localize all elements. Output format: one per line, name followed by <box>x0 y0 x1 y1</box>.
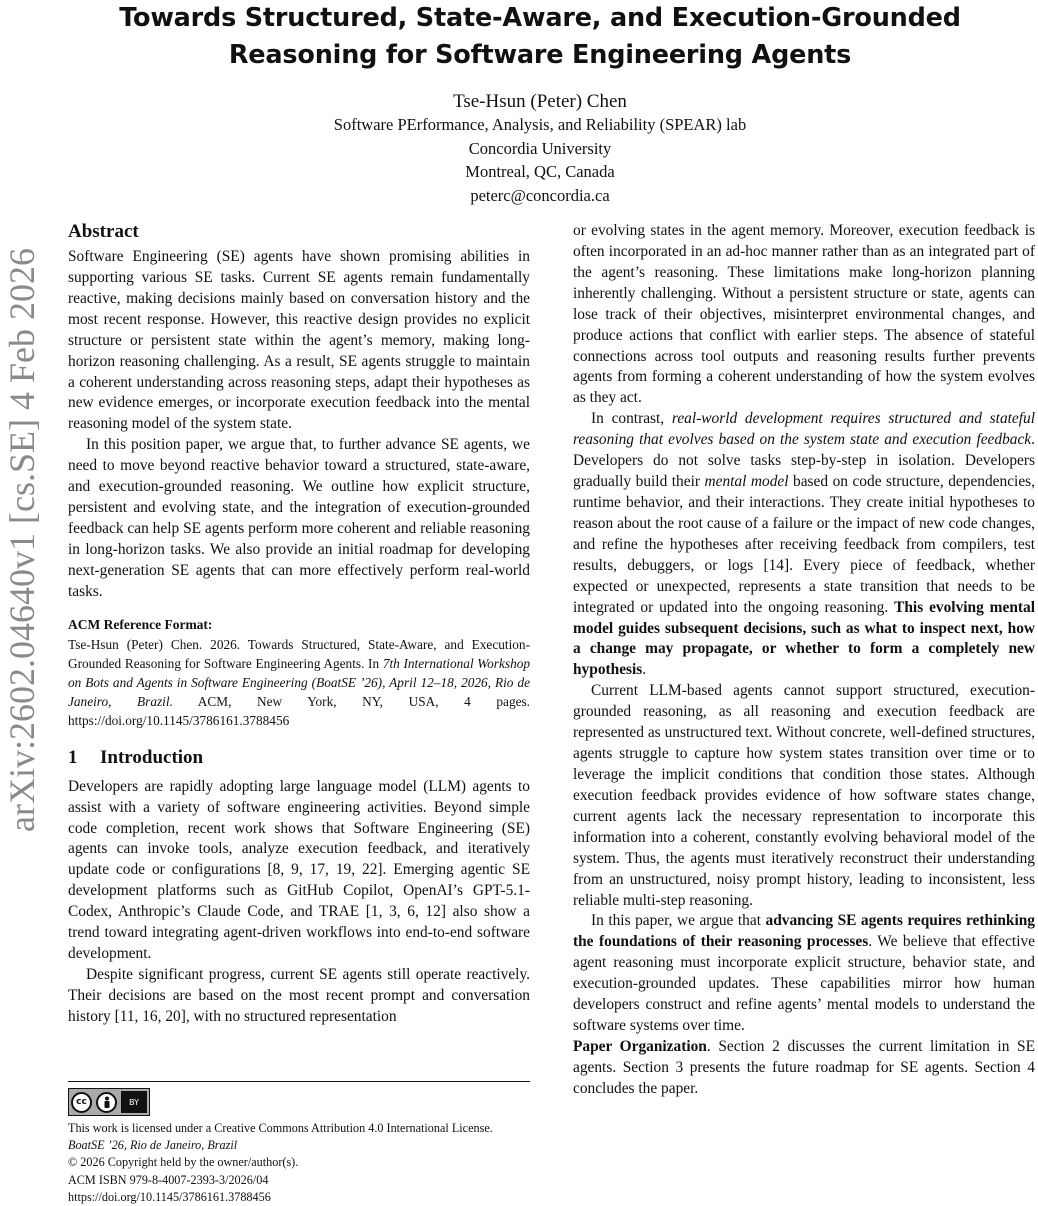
right-paragraph-5 <box>573 1037 1035 1100</box>
p2-segment-a: In contrast, <box>591 410 672 428</box>
paper-organization-text: . Section 2 discusses the current limitation in SE agents. Section 3 presents the future roadmap for SE agents. Section 4 concludes the paper. <box>573 1037 1035 1097</box>
section-number: 1 <box>68 746 78 768</box>
by-label: BY <box>129 1097 139 1107</box>
footer-isbn: ACM ISBN 979-8-4007-2393-3/2026/04 <box>68 1172 269 1187</box>
section-title: Introduction <box>100 746 204 768</box>
p4-segment-a: In this paper, we argue that <box>591 912 766 930</box>
paper-header <box>60 0 1020 207</box>
right-paragraph-3: Current LLM-based agents cannot support structured, execution-grounded reasoning, as all reasoning and execution feedback are represented as unstructured text. Without concrete, well-defined structures, agents struggle to capture how system states transition over time or to leverage the implicit conditions that condition those states. Although execution feedback provides evidence of how software states change, current agents lack the necessary representation to incorporate this information into a coherent, constantly evolving behavioral model of the system. Thus, the agents must iteratively reconstruct their understanding from an unstructured, noisy prompt history, leading to inconsistent, less reliable multi-step reasoning. <box>573 682 1035 909</box>
cc-icon <box>71 1092 92 1113</box>
license-footer <box>68 1081 530 1206</box>
p2-bold-evolving-model: This evolving mental model guides subsequent decisions, such as what to inspect next, how a change may propagate, or whether to form a completely new hypothesis <box>573 598 1035 679</box>
left-column <box>68 222 530 1028</box>
p2-segment-g: . <box>642 661 647 679</box>
acm-reference-text <box>68 635 530 730</box>
acm-reference-publisher: ACM, New York, NY, USA, 4 pages. https://doi.org/10.1145/3786161.3788456 <box>68 693 531 728</box>
p2-segment-e: based on code structure, dependencies, runtime behavior, and their interactions. They create initial hypotheses to reason about the root cause of a failure or the impact of new code changes, and refine the hypotheses after receiving feedback from compilers, test results, debuggers, or logs [14]. Every piece of feedback, whether expected or unexpected, represents a state transition that needs to be integrated or updated into the ongoing reasoning. <box>573 473 1035 616</box>
p2-emphasis-real-world: real-world development requires structured and stateful reasoning that evolves based on the system state and execution feedback <box>573 410 1035 449</box>
right-column <box>573 221 1035 1100</box>
p4-segment-c: . We believe that effective agent reasoning must incorporate explicit structure, behavior state, and execution-grounded updates. These capabilities mirror how human developers construct and refine agents’ mental models to understand the software systems over time. <box>573 933 1035 1035</box>
author-location: Montreal, QC, Canada <box>465 162 615 181</box>
acm-reference-authors: Tse-Hsun (Peter) Chen. 2026. Towards Structured, State-Aware, and Execution-Grounded Reasoning for Software Engineering Agents. In <box>68 636 530 671</box>
p2-segment-c: . Developers do not solve tasks step-by-step in isolation. Developers gradually build their <box>573 431 1035 491</box>
cc-by-license-badge[interactable] <box>68 1088 150 1116</box>
author-university: Concordia University <box>468 138 612 158</box>
abstract-paragraph-2: In this position paper, we argue that, to further advance SE agents, we need to move beyond reactive behavior toward a structured, state-aware, and execution-grounded reasoning. We outline how explicit structure, persistent and evolving state, and the integration of execution-grounded feedback can help SE agents perform more coherent and reliable reasoning in long-horizon tasks. We also provide an initial roadmap for developing next-generation SE agents that can more effectively perform real-world tasks. <box>68 436 530 600</box>
p4-bold-claim: advancing SE agents requires rethinking the foundations of their reasoning processes <box>573 912 1036 951</box>
license-statement: This work is licensed under a Creative Commons Attribution 4.0 International License. <box>68 1121 493 1135</box>
footer-divider <box>68 1081 530 1082</box>
author-name: Tse-Hsun (Peter) Chen <box>453 91 627 112</box>
author-email: peterc@concordia.ca <box>470 185 610 205</box>
by-label-box <box>121 1091 147 1113</box>
intro-paragraph-1: Developers are rapidly adopting large language model (LLM) agents to assist with a variety of software engineering activities. Beyond simple code completion, recent work shows that Software Engineering (SE) agents can invoke tools, analyze execution feedback, and iteratively update code or configurations [8, 9, 17, 19, 22]. Emerging agentic SE development platforms such as GitHub Copilot, OpenAI’s GPT-5.1-Codex, Anthropic’s Claude Code, and TRAE [1, 3, 6, 12] also show a trend toward integrating agent-driven workflows into end-to-end software development. <box>68 777 530 963</box>
title-line-1: Towards Structured, State-Aware, and Execution-Grounded <box>119 3 961 33</box>
p2-emphasis-mental-model: mental model <box>704 473 789 491</box>
cc-icon-label: cc <box>76 1097 87 1107</box>
acm-reference-venue: 7th International Workshop on Bots and Agents in Software Engineering (BoatSE ’26), April 12–18, 2026, Rio de Janeiro, Brazil. <box>68 655 531 709</box>
title-line-2: Reasoning for Software Engineering Agents <box>228 40 852 70</box>
attribution-person-icon <box>96 1092 117 1113</box>
author-affiliation: Software PErformance, Analysis, and Reliability (SPEAR) lab <box>333 115 747 134</box>
right-paragraph-1: or evolving states in the agent memory. Moreover, execution feedback is often incorporated in an ad-hoc manner rather than as an integrated part of the agent’s reasoning. These limitations make long-horizon planning inherently challenging. Without a persistent structure or state, agents can lose track of their objectives, misinterpret environmental changes, and produce actions that conflict with earlier steps. The absence of stateful connections across tool outputs and reasoning results further prevents agents from forming a coherent understanding of how the system evolves as they act. <box>573 222 1035 407</box>
intro-paragraph-2: Despite significant progress, current SE agents still operate reactively. Their decisions are based on the most recent prompt and conversation history [11, 16, 20], with no structured representation <box>68 965 530 1025</box>
footer-text-block <box>68 1120 530 1206</box>
right-paragraph-2 <box>573 409 1035 681</box>
footer-doi-link[interactable]: https://doi.org/10.1145/3786161.3788456 <box>68 1189 271 1204</box>
person-glyph-icon <box>101 1096 113 1109</box>
arxiv-sidebar-identifier <box>0 248 47 832</box>
footer-venue: BoatSE ’26, Rio de Janeiro, Brazil <box>68 1138 238 1153</box>
abstract-paragraph-1: Software Engineering (SE) agents have shown promising abilities in supporting various SE tasks. Current SE agents remain fundamentally reactive, making decisions mainly based on conversation history and the most recent response. However, this reactive design provides no explicit structure or persistent state within the agent’s memory, making long-horizon reasoning challenging. As a result, SE agents struggle to maintain a coherent understanding across reasoning steps, adapt their hypotheses as new evidence emerges, or incorporate execution feedback into the mental reasoning model of the system state. <box>68 248 530 433</box>
introduction-heading <box>68 748 530 768</box>
right-paragraph-4 <box>573 911 1035 1037</box>
footer-copyright: © 2026 Copyright held by the owner/author(s). <box>68 1155 299 1170</box>
abstract-heading: Abstract <box>68 221 139 242</box>
paper-organization-label: Paper Organization <box>573 1037 707 1055</box>
arxiv-id-text: arXiv:2602.04640v1 [cs.SE] 4 Feb 2026 <box>2 248 42 832</box>
acm-reference-heading: ACM Reference Format: <box>68 616 213 632</box>
paper-title <box>60 0 1020 74</box>
